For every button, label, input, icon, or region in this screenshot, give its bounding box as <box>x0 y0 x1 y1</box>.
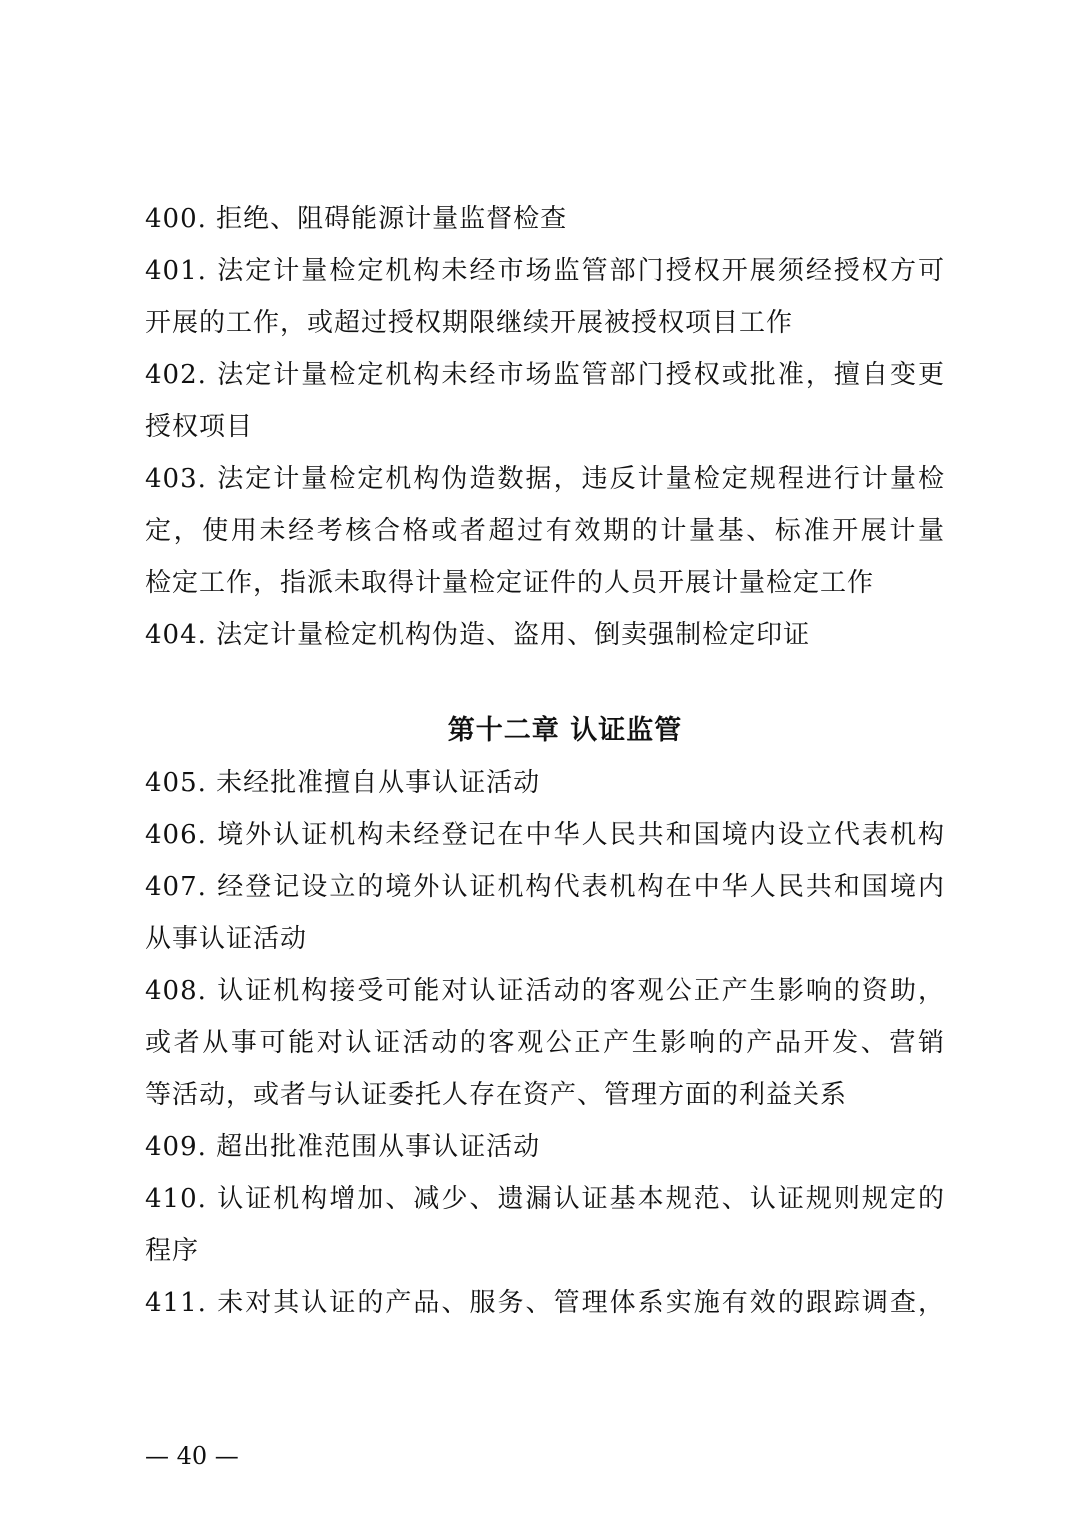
item-402-line-1: 402. 法定计量检定机构未经市场监管部门授权或批准，擅自变更 <box>145 360 945 390</box>
item-403-line-1: 403. 法定计量检定机构伪造数据，违反计量检定规程进行计量检 <box>145 464 945 494</box>
item-408-line-3: 等活动，或者与认证委托人存在资产、管理方面的利益关系 <box>145 1080 848 1110</box>
chapter-spacer <box>145 661 945 705</box>
item-405: 405. 未经批准擅自从事认证活动 <box>145 768 541 798</box>
item-407-line-1: 407. 经登记设立的境外认证机构代表机构在中华人民共和国境内 <box>145 872 945 902</box>
chapter-heading: 第十二章 认证监管 <box>447 715 683 746</box>
item-403-line-3: 检定工作，指派未取得计量检定证件的人员开展计量检定工作 <box>145 568 875 598</box>
item-408-line-2: 或者从事可能对认证活动的客观公正产生影响的产品开发、营销 <box>145 1028 945 1058</box>
item-406: 406. 境外认证机构未经登记在中华人民共和国境内设立代表机构 <box>145 820 945 850</box>
item-407-line-2: 从事认证活动 <box>145 924 308 954</box>
item-410-line-1: 410. 认证机构增加、减少、遗漏认证基本规范、认证规则规定的 <box>145 1184 945 1214</box>
document-body <box>145 193 945 1329</box>
page-number: — 40 — <box>145 1442 239 1470</box>
item-402-line-2: 授权项目 <box>145 412 254 442</box>
item-401-line-1: 401. 法定计量检定机构未经市场监管部门授权开展须经授权方可 <box>145 256 945 286</box>
item-409: 409. 超出批准范围从事认证活动 <box>145 1132 541 1162</box>
item-400: 400. 拒绝、阻碍能源计量监督检查 <box>145 204 568 234</box>
item-408-line-1: 408. 认证机构接受可能对认证活动的客观公正产生影响的资助， <box>145 976 945 1006</box>
item-411-line-1: 411. 未对其认证的产品、服务、管理体系实施有效的跟踪调查， <box>145 1288 945 1318</box>
item-401-line-2: 开展的工作，或超过授权期限继续开展被授权项目工作 <box>145 308 794 338</box>
item-403-line-2: 定，使用未经考核合格或者超过有效期的计量基、标准开展计量 <box>145 516 945 546</box>
item-410-line-2: 程序 <box>145 1236 200 1266</box>
item-404: 404. 法定计量检定机构伪造、盗用、倒卖强制检定印证 <box>145 620 811 650</box>
